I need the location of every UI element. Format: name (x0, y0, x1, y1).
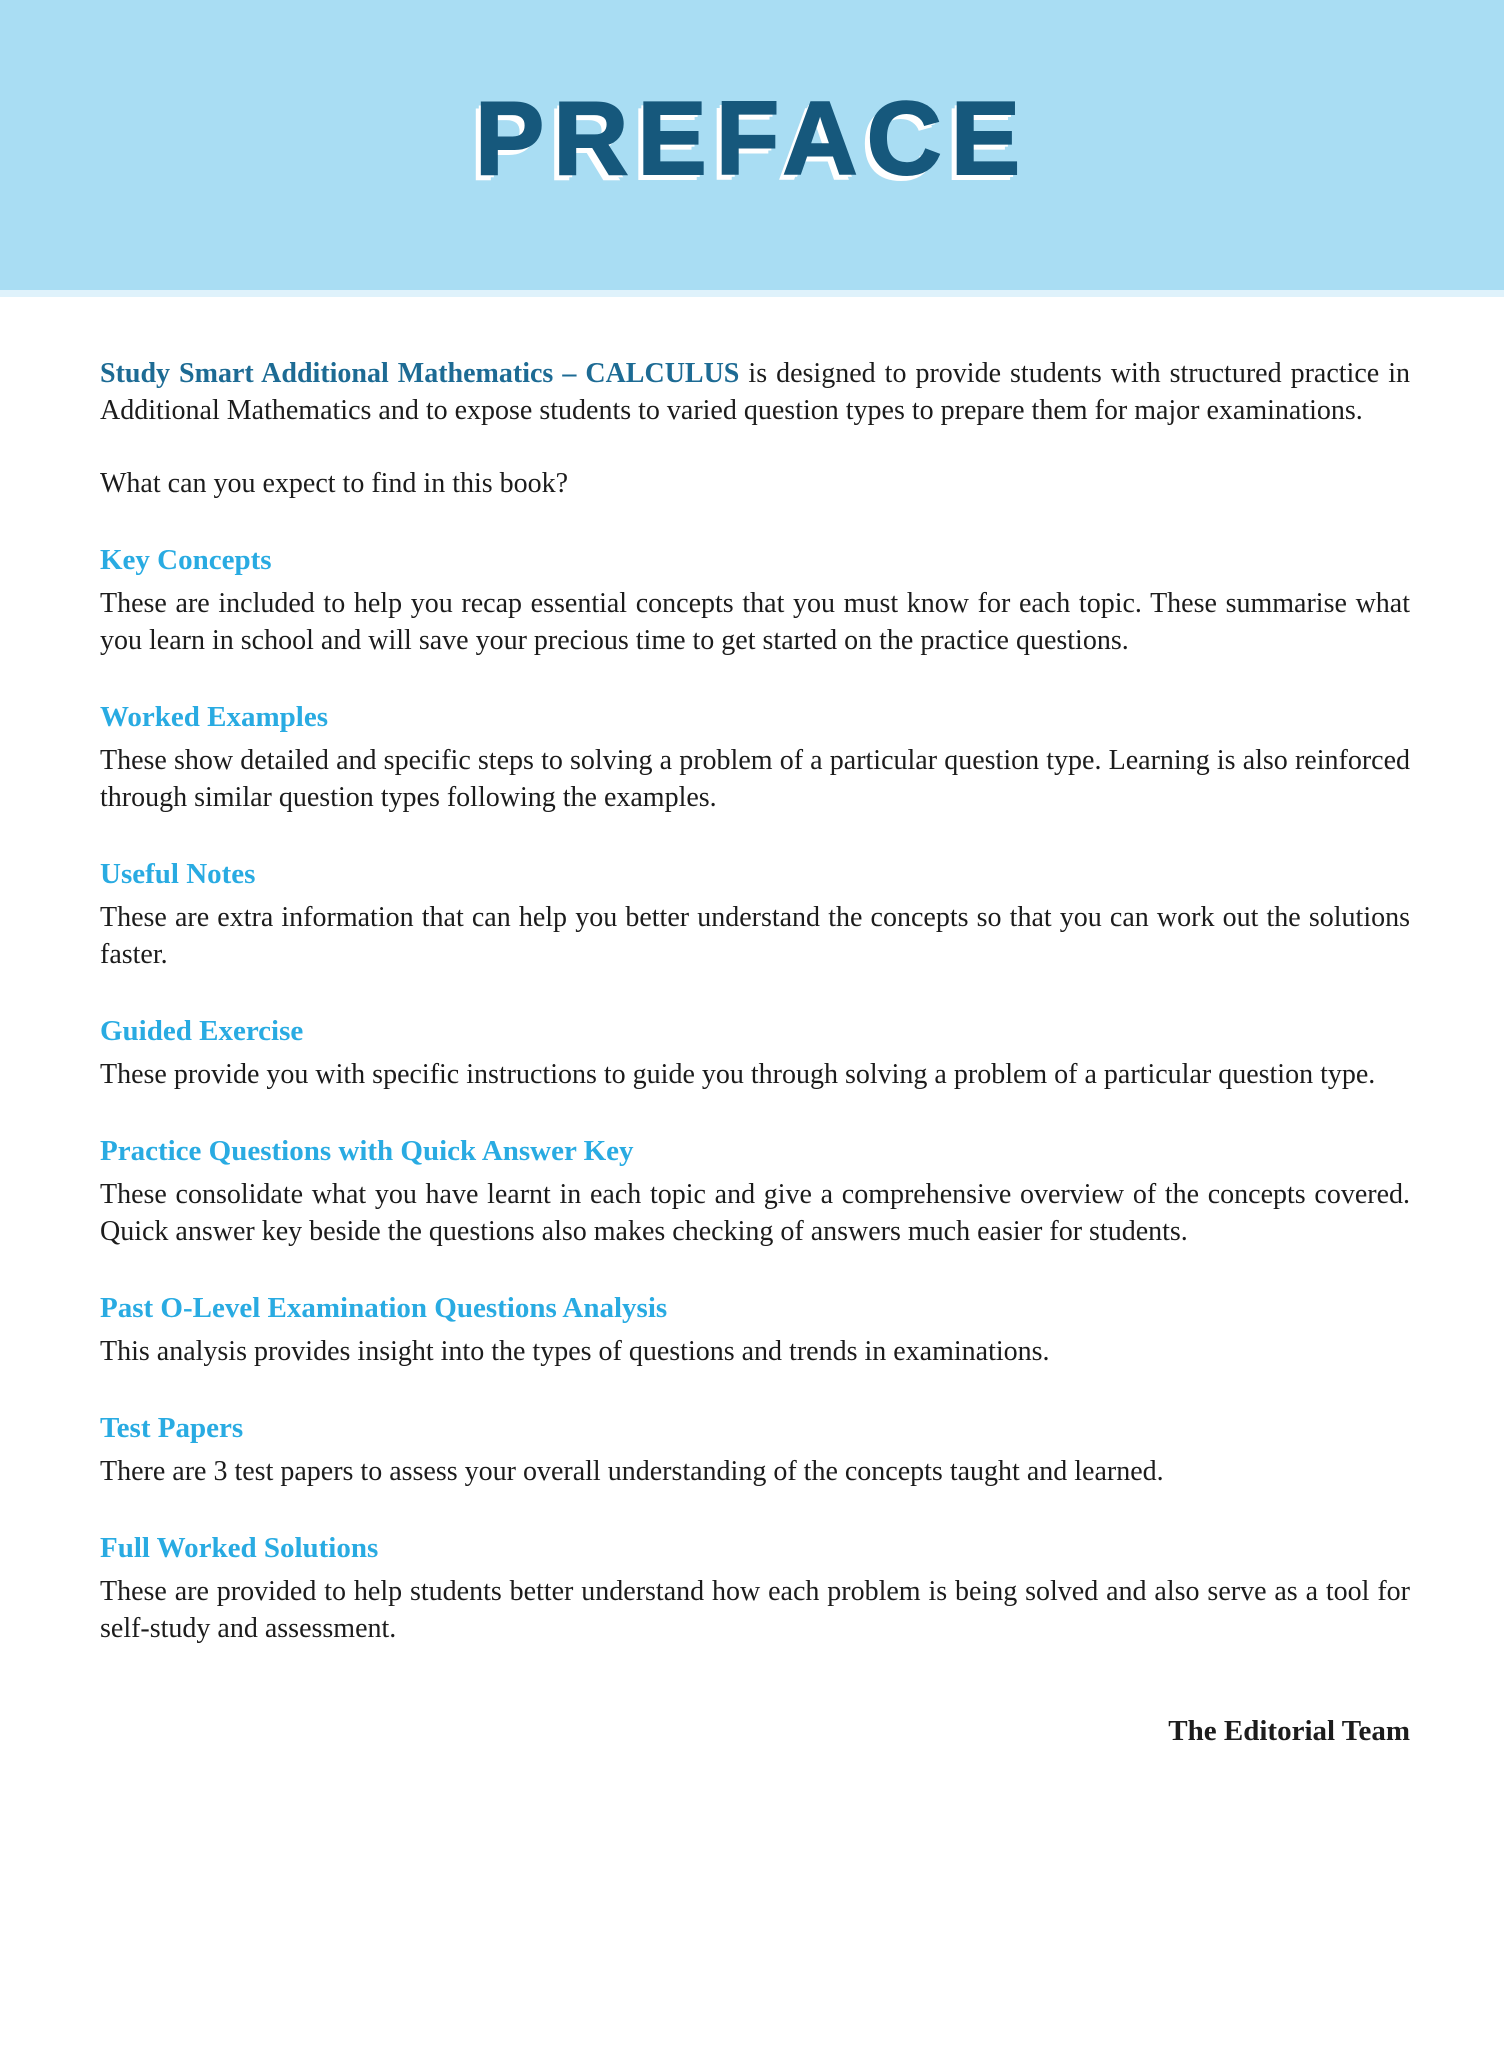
section-body: These are provided to help students better understand how each problem is being solved and also serve as a tool for self-study and assessment. (100, 1576, 1410, 1644)
section-heading: Worked Examples (100, 701, 328, 733)
book-title-text: Study Smart Additional Mathematics – CALCULUS (100, 358, 740, 389)
preface-section (100, 1290, 1410, 1370)
page-title: PREFACE (474, 81, 1030, 197)
section-body: These consolidate what you have learnt in each topic and give a comprehensive overview of the concepts covered. Quick answer key beside the questions also makes checking of answers much easier for students. (100, 1179, 1410, 1247)
preface-section (100, 542, 1410, 659)
preface-section (100, 1013, 1410, 1093)
section-heading: Past O-Level Examination Questions Analysis (100, 1292, 668, 1324)
section-body: There are 3 test papers to assess your overall understanding of the concepts taught and learned. (100, 1456, 1164, 1487)
section-heading: Key Concepts (100, 544, 272, 576)
section-heading: Useful Notes (100, 858, 256, 890)
section-heading: Full Worked Solutions (100, 1532, 379, 1564)
question-paragraph: What can you expect to find in this book? (100, 468, 569, 499)
sections (100, 542, 1410, 1647)
section-body: These provide you with specific instructions to guide you through solving a problem of a particular question type. (100, 1059, 1376, 1090)
preface-content (0, 297, 1504, 1748)
preface-section (100, 699, 1410, 816)
section-heading: Guided Exercise (100, 1015, 304, 1047)
preface-section (100, 856, 1410, 973)
section-heading: Test Papers (100, 1412, 244, 1444)
lead-paragraph-text: is designed to provide students with structured practice in Additional Mathematics and to expose students to varied question types to prepare them for major examinations. (100, 358, 1410, 426)
section-body: These are extra information that can help you better understand the concepts so that you can work out the solutions faster. (100, 902, 1410, 970)
preface-section (100, 1530, 1410, 1647)
signature: The Editorial Team (1168, 1715, 1410, 1747)
section-body: This analysis provides insight into the types of questions and trends in examinations. (100, 1336, 1050, 1367)
lead-paragraph (100, 355, 1410, 429)
section-heading: Practice Questions with Quick Answer Key (100, 1135, 634, 1167)
header-band (0, 0, 1504, 297)
section-body: These show detailed and specific steps to solving a problem of a particular question type. Learning is also reinforced through similar question types following the examples. (100, 745, 1410, 813)
preface-section (100, 1133, 1410, 1250)
preface-section (100, 1410, 1410, 1490)
section-body: These are included to help you recap essential concepts that you must know for each topic. These summarise what you learn in school and will save your precious time to get started on the practice questions. (100, 588, 1410, 656)
